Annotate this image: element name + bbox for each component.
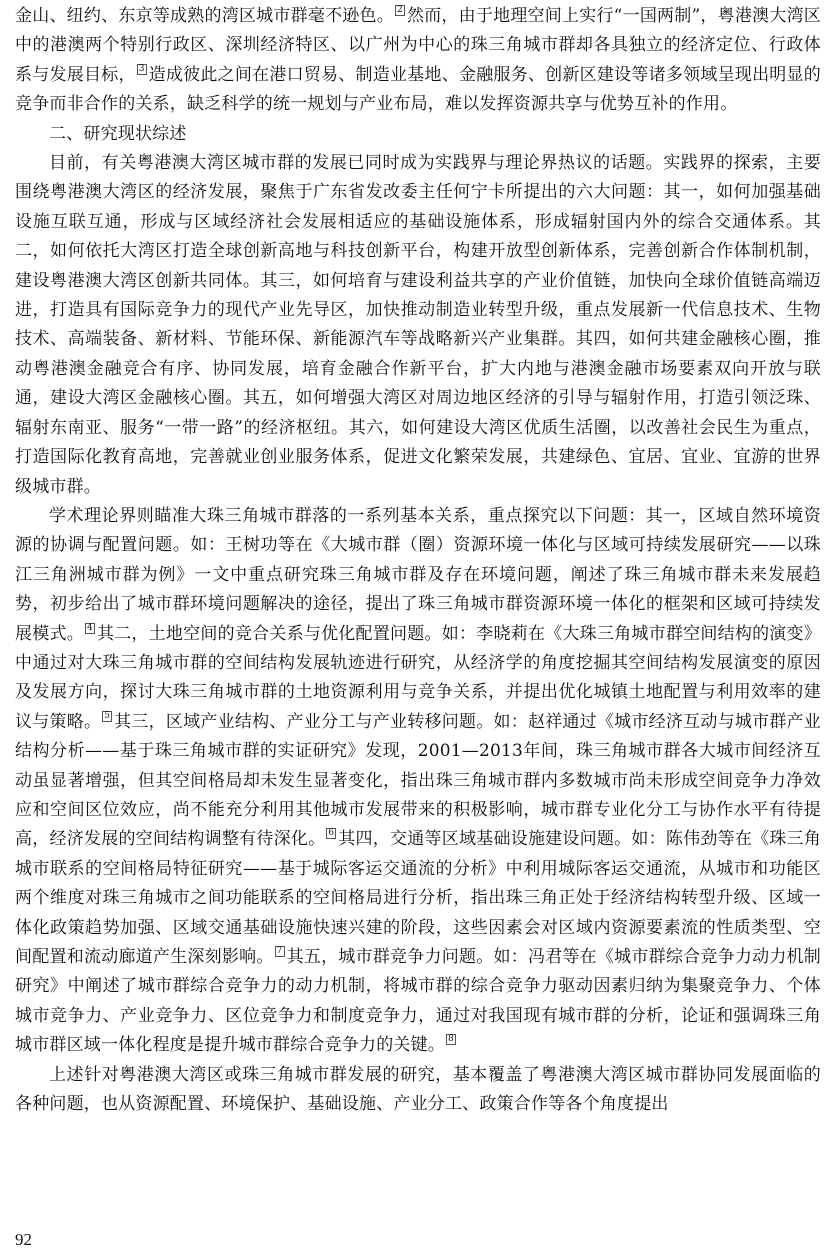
footnote-marker: 5 [104, 710, 111, 721]
paragraph-practice [15, 149, 821, 502]
footnote-marker: 2 [397, 5, 403, 15]
page-number: 92 [15, 1230, 32, 1249]
footnote-marker: 3 [138, 63, 145, 74]
page-body [15, 2, 821, 1119]
text-run: 上述针对粤港澳大湾区或珠三角城市群发展的研究，基本覆盖了粤港澳大湾区城市群协同发展面临的各种问题，也从资源配置、环境保护、基础设施、产业分工、政策合作等各个角度提出 [15, 1064, 821, 1115]
footnote-marker: 4 [86, 622, 93, 633]
text-run: 其三，区域产业结构、产业分工与产业转移问题。如：赵祥通过《城市经济互动与城市群产业结构分析——基于珠三角城市群的实证研究》发现，2001—2013年间，珠三角城市群各大城市间经济互动虽显著增强，但其空间格局却未发生显著变化，指出珠三角城市群内多数城市尚未形成空间竞争力净效应和空间区位效应，尚不能充分利用其他城市发展带来的积极影响，城市群专业化分工与协作水平有待提高，经济发展的空间结构调整有待深化。 [15, 711, 821, 850]
text-run: 目前，有关粤港澳大湾区城市群的发展已同时成为实践界与理论界热议的话题。实践界的探索，主要围绕粤港澳大湾区的经济发展，聚焦于广东省发改委主任何宁卡所提出的六大问题：其一，如何加强基础设施互联互通，形成与区域经济社会发展相适应的基础设施体系，形成辐射国内外的综合交通体系。其二，如何依托大湾区打造全球创新高地与科技创新平台，构建开放型创新体系，完善创新合作体制机制，建设粤港澳大湾区创新共同体。其三，如何培育与建设利益共享的产业价值链，加快向全球价值链高端迈进，打造具有国际竞争力的现代产业先导区，加快推动制造业转型升级，重点发展新一代信息技术、生物技术、高端装备、新材料、节能环保、新能源汽车等战略新兴产业集群。其四，如何共建金融核心圈，推动粤港澳金融竞合有序、协同发展，培育金融合作新平台，扩大内地与港澳金融市场要素双向开放与联通，建设大湾区金融核心圈。其五，如何增强大湾区对周边地区经济的引导与辐射作用，打造引领泛珠、辐射东南亚、服务“一带一路”的经济枢纽。其六，如何建设大湾区优质生活圈，以改善社会民生为重点，打造国际化教育高地，完善就业创业服务体系，促进文化繁荣发展，共建绿色、宜居、宜业、宜游的世界级城市群。 [15, 153, 821, 497]
text-run: 金山、纽约、东京等成熟的湾区城市群毫不逊色。 [15, 6, 394, 26]
text-run: 二、研究现状综述 [49, 123, 187, 144]
text-run: 其二，土地空间的竞合关系与优化配置问题。如：李晓莉在《大珠三角城市群空间结构的演变》中通过对大珠三角城市群的空间结构发展轨迹进行研究，从经济学的角度挖掘其空间结构发展演变的原因及发展方向，探讨大珠三角城市群的土地资源利用与竞争关系，并提出优化城镇土地配置与利用效率的建议与策略。 [15, 623, 821, 732]
footnote-marker: 6 [328, 828, 335, 839]
paragraph-theory [15, 502, 821, 1061]
footnote-marker: 7 [276, 946, 283, 956]
text-run: 学术理论界则瞄准大珠三角城市群落的一系列基本关系，重点探究以下问题：其一，区域自然环境资源的协调与配置问题。如：王树功等在《大城市群（圈）资源环境一体化与区域可持续发展研究——以珠江三角洲城市群为例》一文中重点研究珠三角城市群及存在环境问题，阐述了珠三角城市群未来发展趋势，初步给出了城市群环境问题解决的途径，提出了珠三角城市群资源环境一体化的框架和区域可持续发展模式。 [15, 505, 821, 644]
footnote-marker: 8 [448, 1034, 454, 1045]
text-run: 其四，交通等区域基础设施建设问题。如：陈伟劲等在《珠三角城市联系的空间格局特征研究——基于城际客运交通流的分析》中利用城际客运交通流，从城市和功能区两个维度对珠三角城市之间功能联系的空间格局进行分析，指出珠三角正处于经济结构转型升级、区域一体化政策趋势加强、区域交通基础设施快速兴建的阶段，这些因素会对区域内资源要素流的性质类型、空间配置和流动廊道产生深刻影响。 [15, 829, 821, 967]
text-run: 然而，由于地理空间上实行“一国两制”，粤港澳大湾区中的港澳两个特别行政区、深圳经济特区、以广州为中心的珠三角城市群却各具独立的经济定位、行政体系与发展目标， [15, 6, 821, 85]
text-run: 造成彼此之间在港口贸易、制造业基地、金融服务、创新区建设等诸多领域呈现出明显的竞争而非合作的关系，缺乏科学的统一规划与产业布局，难以发挥资源共享与优势互补的作用。 [15, 64, 821, 115]
paragraph-summary [15, 1061, 821, 1120]
section-heading [15, 120, 821, 149]
paragraph-0 [15, 2, 821, 120]
text-run: 其五，城市群竞争力问题。如：冯君等在《城市群综合竞争力动力机制研究》中阐述了城市群综合竞争力的动力机制，将城市群的综合竞争力驱动因素归纳为集聚竞争力、个体城市竞争力、产业竞争力、区位竞争力和制度竞争力，通过对我国现有城市群的分析，论证和强调珠三角城市群区域一体化程度是提升城市群综合竞争力的关键。 [15, 947, 821, 1056]
